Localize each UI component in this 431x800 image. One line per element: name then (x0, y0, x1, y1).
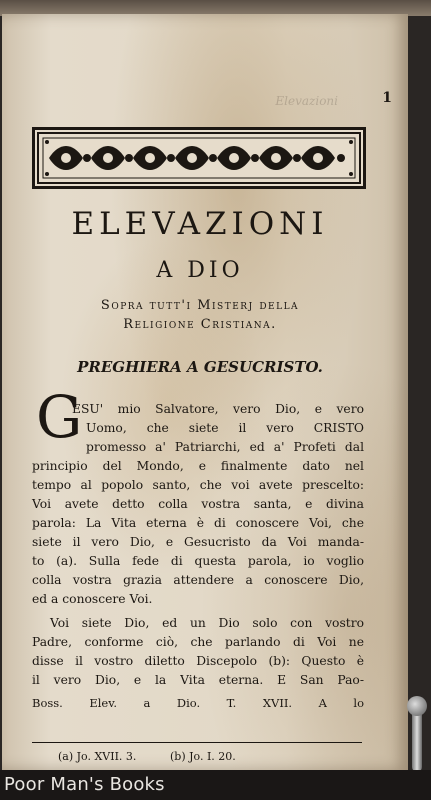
subtitle-a-dio: A DIO (156, 258, 244, 283)
body-line: promesso a' Patriarchi, ed a' Profeti dal (86, 440, 364, 454)
body-line: siete il vero Dio, e Gesucristo da Voi manda- (32, 535, 364, 549)
footnote-a: (a) Jo. XVII. 3. (58, 750, 137, 763)
running-head: Elevazioni (275, 94, 338, 108)
body-line: Uomo, che siete il vero CRISTO (86, 421, 364, 435)
body-line: parola: La Vita eterna è di conoscere Voi, che (32, 516, 364, 530)
prayer-heading: PREGHIERA A GESUCRISTO. (77, 358, 323, 376)
floral-ornament-icon (35, 130, 363, 186)
body-line: il vero Dio, e la Vita eterna. E San Pao- (32, 673, 364, 687)
pin-head (407, 696, 427, 716)
signature-line: Boss. Elev. a Dio. T. XVII. A lo (32, 696, 364, 710)
body-line: to (a). Sulla fede di questa parola, io voglio (32, 554, 364, 568)
body-line: Padre, conforme ciò, che parlando di Voi ne (32, 635, 364, 649)
footnote-rule (32, 742, 362, 743)
body-line: Voi siete Dio, ed un Dio solo con vostro (50, 616, 364, 630)
body-line: ESU' mio Salvatore, vero Dio, e vero (72, 402, 364, 416)
footnote-b: (b) Jo. I. 20. (170, 750, 236, 763)
watermark-text: Poor Man's Books (4, 774, 165, 795)
body-line: principio del Mondo, e finalmente dato nel (32, 459, 364, 473)
body-line: disse il vostro diletto Discepolo (b): Questo è (32, 654, 364, 668)
subtitle-line-2: Sopra tutt'i Misterj della (100, 298, 300, 313)
body-line: colla vostra grazia attendere a conoscere Dio, (32, 573, 364, 587)
drop-cap: G (36, 383, 83, 451)
body-line: ed a conoscere Voi. (32, 592, 153, 606)
book-page (2, 14, 408, 770)
subtitle-line-3: Religione Cristiana. (123, 317, 277, 332)
ornamental-headpiece (32, 127, 366, 189)
book-title: ELEVAZIONI (71, 206, 329, 242)
body-line: Voi avete detto colla vostra santa, e divina (32, 497, 364, 511)
body-line: tempo al popolo santo, che voi avete prescelto: (32, 478, 364, 492)
page-number: 1 (382, 90, 392, 106)
